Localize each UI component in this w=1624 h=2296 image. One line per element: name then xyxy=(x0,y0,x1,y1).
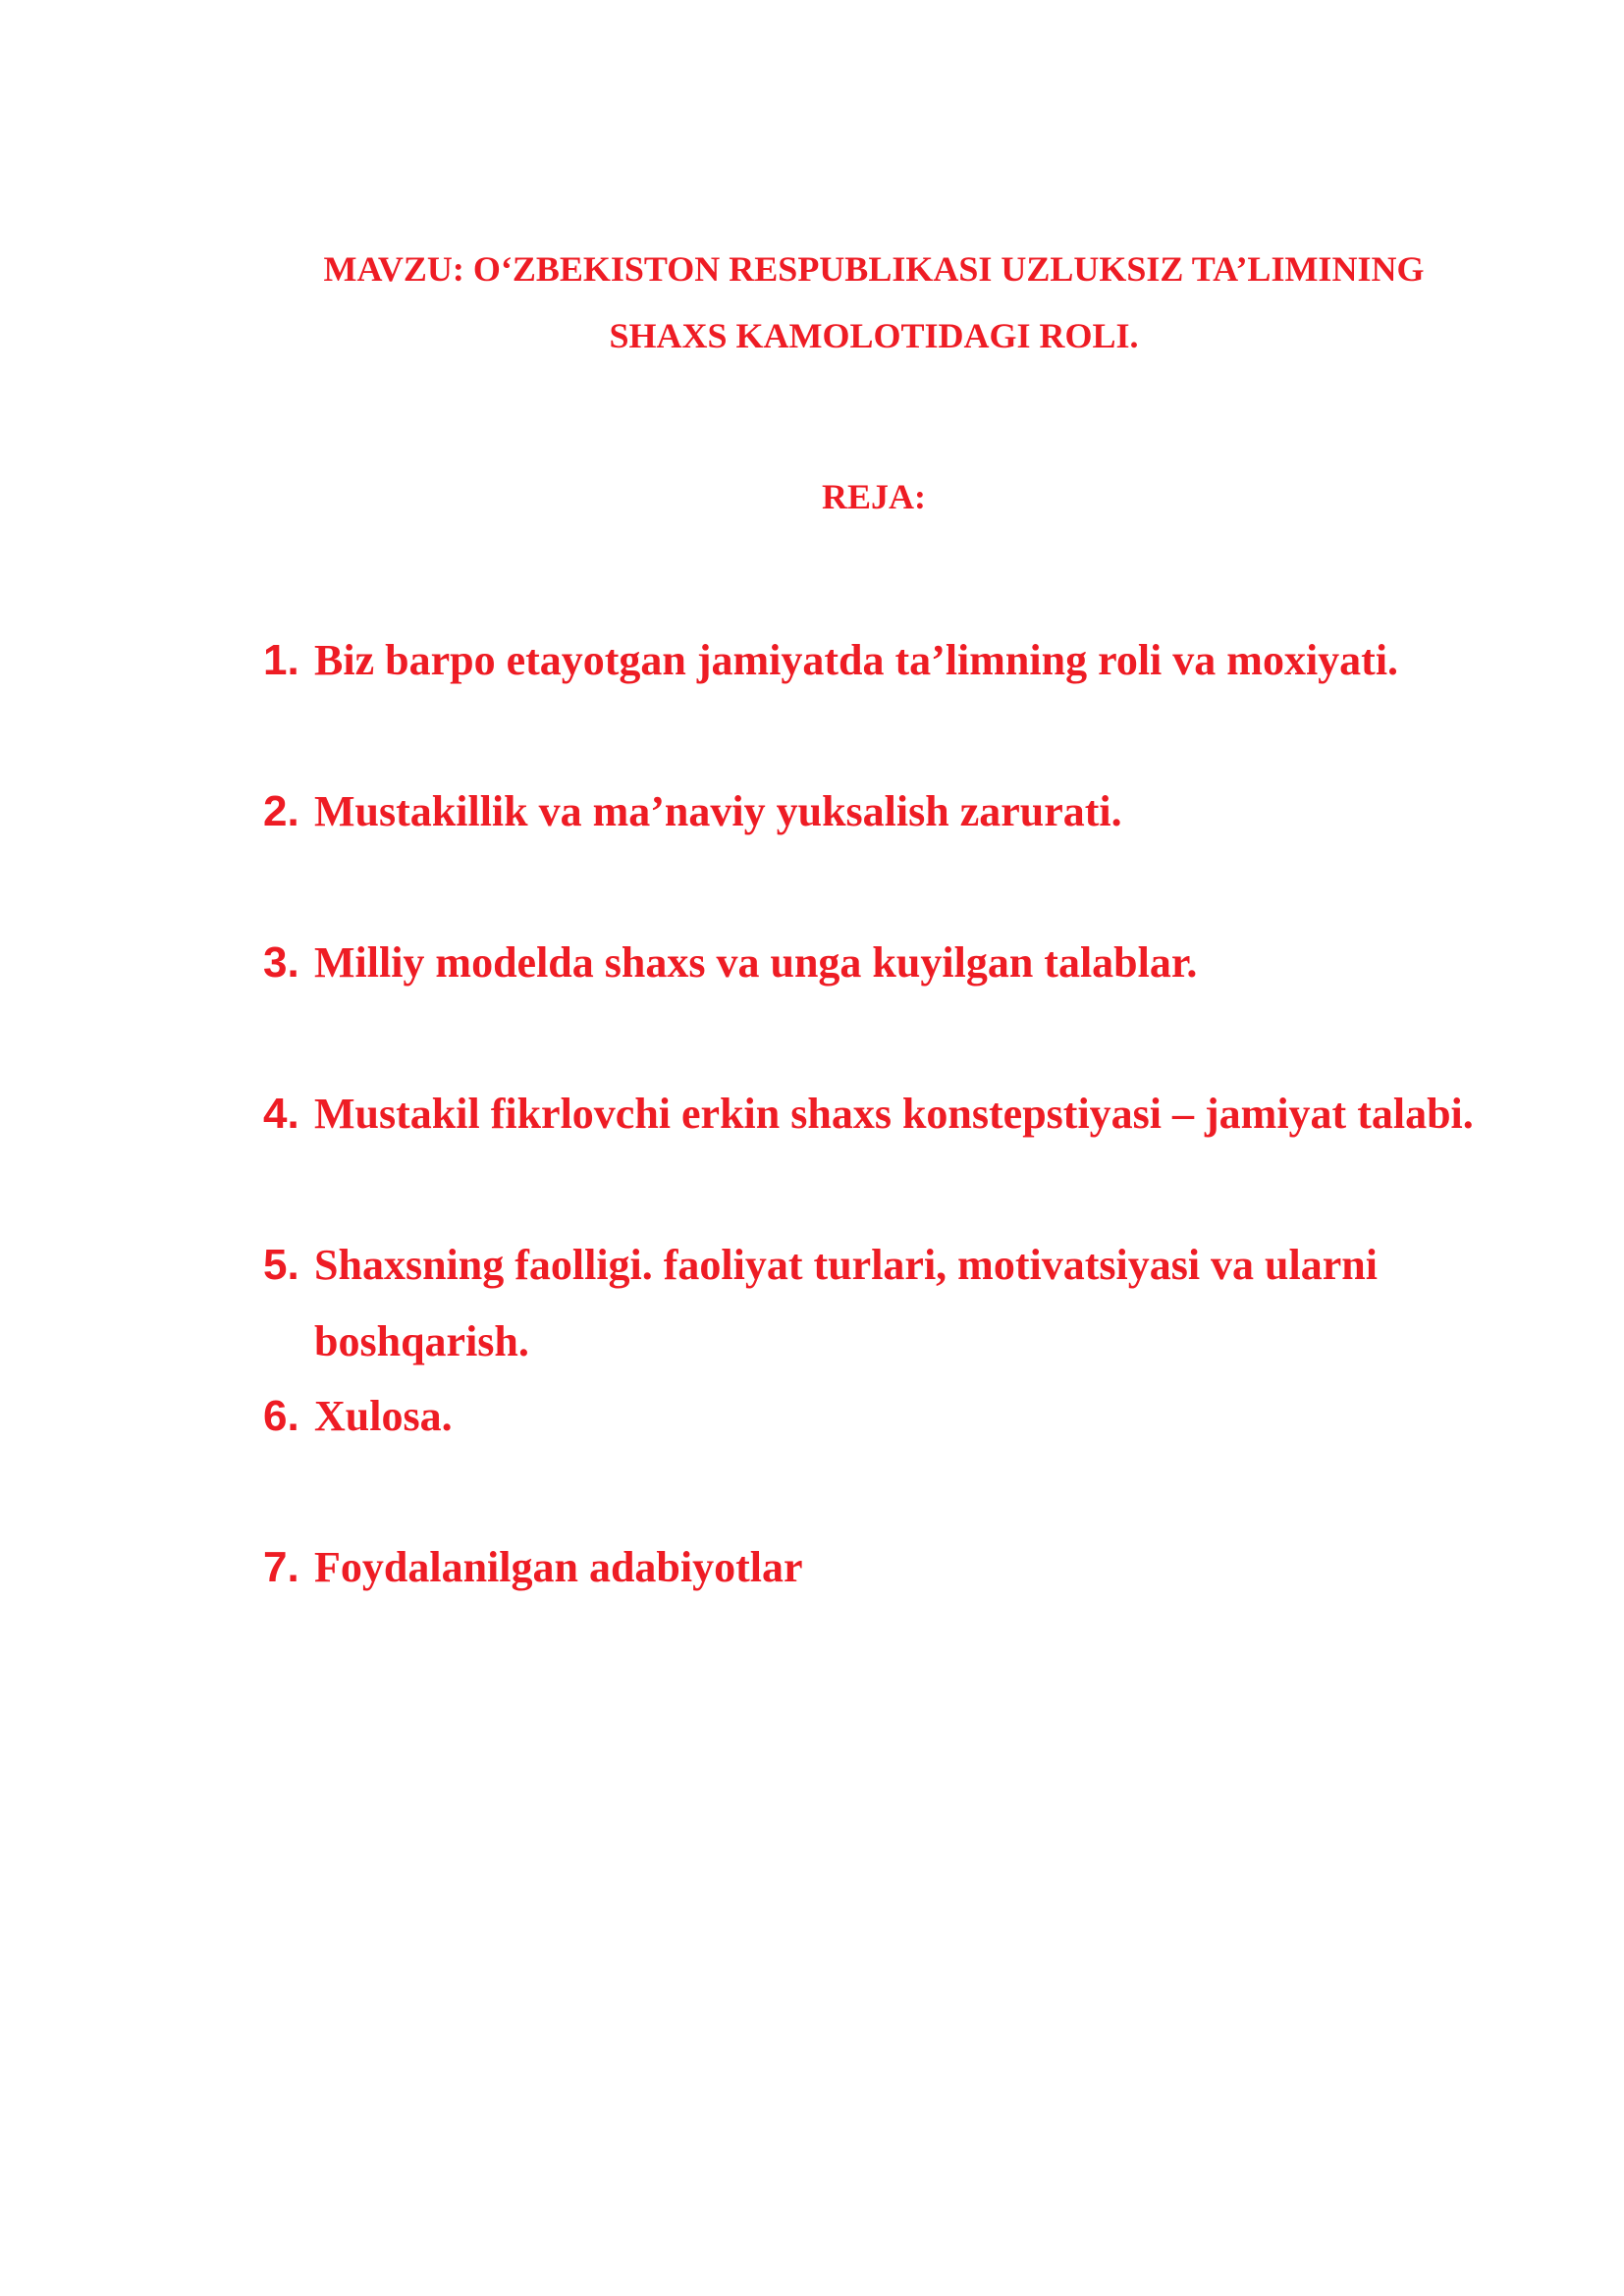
plan-heading: REJA: xyxy=(822,477,926,516)
title-line-2: SHAXS KAMOLOTIDAGI ROLI. xyxy=(609,316,1139,355)
plan-item-number: 4. xyxy=(263,1090,299,1138)
plan-item-text: Xulosa. xyxy=(314,1392,453,1440)
plan-item-number: 2. xyxy=(263,787,299,835)
title-line-1: MAVZU: O‘ZBEKISTON RESPUBLIKASI UZLUKSIZ TA’LIMINING xyxy=(323,249,1425,289)
plan-item-text: Mustakil fikrlovchi erkin shaxs konstepstiyasi – jamiyat talabi. xyxy=(314,1090,1474,1138)
plan-item-6 xyxy=(263,1392,1540,1441)
plan-item-5-continuation: boshqarish. xyxy=(314,1317,529,1365)
plan-item-1 xyxy=(263,636,1540,685)
plan-item-text: Mustakillik va ma’naviy yuksalish zarurati. xyxy=(314,787,1122,835)
plan-item-text: Shaxsning faolligi. faoliyat turlari, motivatsiyasi va ularni xyxy=(314,1241,1378,1289)
plan-item-text: Milliy modelda shaxs va unga kuyilgan talablar. xyxy=(314,938,1198,987)
plan-item-number: 1. xyxy=(263,636,299,684)
plan-item-text: Foydalanilgan adabiyotlar xyxy=(314,1543,803,1591)
plan-item-3 xyxy=(263,938,1540,988)
plan-item-number: 6. xyxy=(263,1392,299,1440)
plan-item-5 xyxy=(263,1241,1540,1290)
plan-item-number: 3. xyxy=(263,938,299,987)
plan-item-7 xyxy=(263,1543,1540,1592)
plan-item-text: Biz barpo etayotgan jamiyatda ta’limning roli va moxiyati. xyxy=(314,636,1399,684)
plan-item-4 xyxy=(263,1090,1540,1139)
plan-item-number: 7. xyxy=(263,1543,299,1591)
plan-item-number: 5. xyxy=(263,1241,299,1289)
plan-item-2 xyxy=(263,787,1540,836)
